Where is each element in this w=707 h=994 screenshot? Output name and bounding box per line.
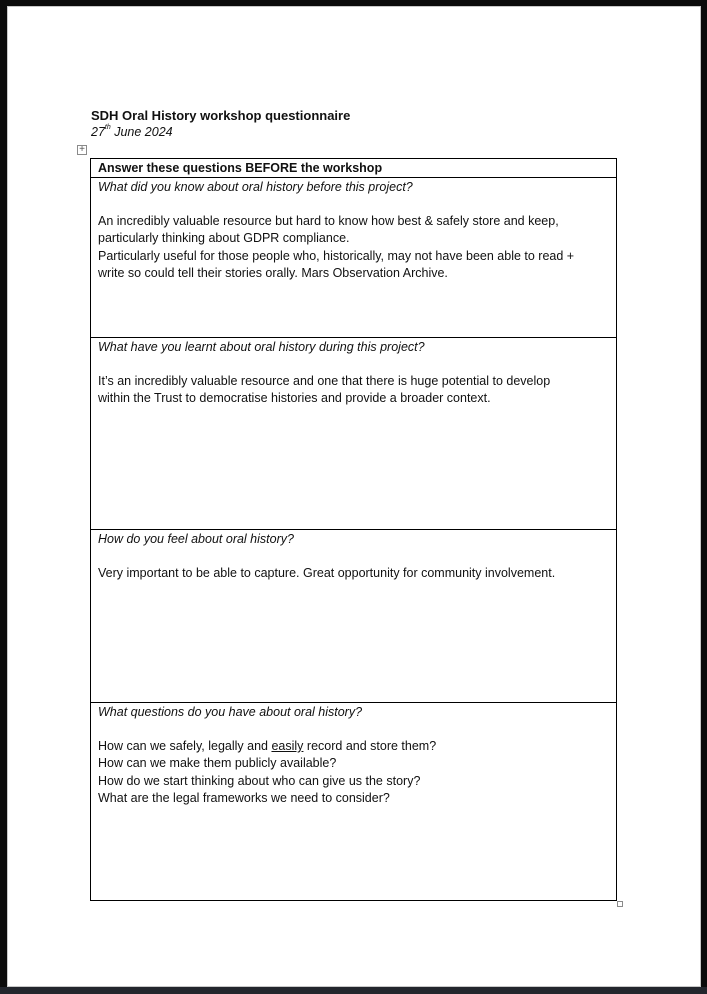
question-text: What have you learnt about oral history during this project?	[98, 340, 425, 354]
answer-line: How do we start thinking about who can give us the story?	[98, 773, 421, 788]
document-title: SDH Oral History workshop questionnaire	[91, 108, 351, 123]
answer-text[interactable]	[98, 738, 609, 807]
date-suffix: th	[104, 124, 111, 131]
answer-text[interactable]	[98, 565, 609, 582]
table-row[interactable]	[91, 177, 616, 337]
move-icon[interactable]: +	[77, 145, 87, 155]
answer-fragment: How can we safely, legally and	[98, 739, 272, 753]
date-rest: June 2024	[110, 125, 173, 139]
answer-line: particularly thinking about GDPR compliance.	[98, 231, 350, 246]
question-text: How do you feel about oral history?	[98, 532, 294, 546]
underlined-word: easily	[271, 739, 304, 753]
table-row[interactable]	[91, 529, 616, 702]
answer-line	[98, 738, 609, 755]
answer-line: Particularly useful for those people who, historically, may not have been able to read +	[98, 248, 575, 263]
window-border-bottom	[0, 987, 707, 994]
document-date	[91, 125, 173, 139]
answer-line: What are the legal frameworks we need to consider?	[98, 790, 390, 805]
answer-line: write so could tell their stories orally. Mars Observation Archive.	[98, 265, 448, 280]
answer-fragment: record and store them?	[303, 739, 437, 753]
table-header: Answer these questions BEFORE the workshop	[98, 161, 383, 175]
answer-line: Very important to be able to capture. Great opportunity for community involvement.	[98, 566, 556, 580]
table-row[interactable]	[91, 702, 616, 900]
answer-line: It’s an incredibly valuable resource and one that there is huge potential to develop	[98, 374, 551, 388]
window-border	[701, 0, 707, 994]
answer-line: within the Trust to democratise histories and provide a broader context.	[98, 391, 491, 406]
date-day: 27	[91, 125, 105, 139]
answer-line: How can we make them publicly available?	[98, 756, 337, 771]
answer-text[interactable]	[98, 373, 609, 408]
question-text: What questions do you have about oral history?	[98, 705, 363, 719]
questionnaire-table	[90, 158, 617, 901]
resize-handle-icon[interactable]	[617, 901, 623, 907]
table-row[interactable]	[91, 337, 616, 529]
question-text: What did you know about oral history before this project?	[98, 180, 413, 194]
answer-line: An incredibly valuable resource but hard to know how best & safely store and keep,	[98, 214, 559, 228]
answer-text[interactable]	[98, 213, 609, 282]
